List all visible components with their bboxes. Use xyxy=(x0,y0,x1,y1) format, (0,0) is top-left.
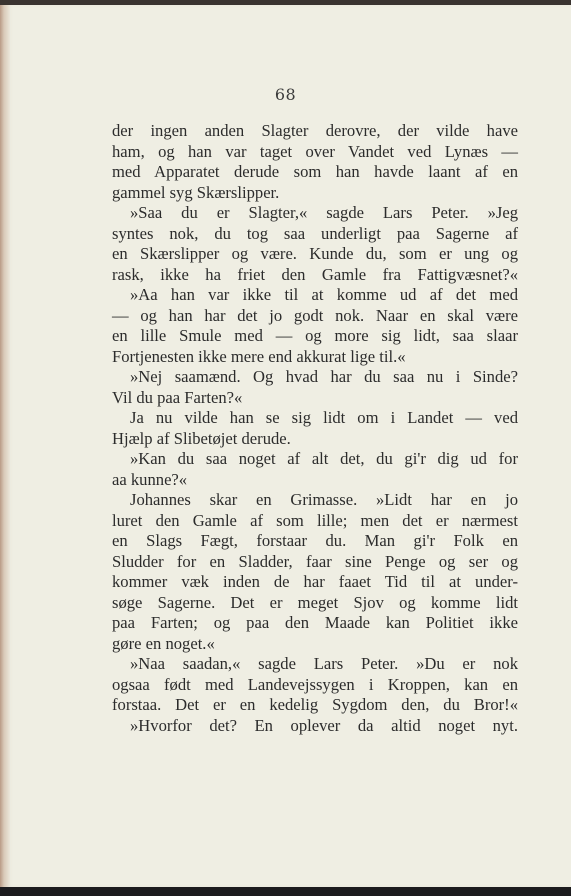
text-line: aa kunne?« xyxy=(112,469,188,489)
text-line: luret den Gamle af som lille; men det er nærmest xyxy=(112,510,518,530)
text-line: Fortjenesten ikke mere end akkurat lige til.« xyxy=(112,346,406,366)
text-line: »Aa han var ikke til at komme ud af det med xyxy=(130,285,518,304)
text-line: der ingen anden Slagter derovre, der vilde have xyxy=(112,121,518,140)
text-line: forstaa. Det er en kedelig Sygdom den, du Bror!« xyxy=(112,695,518,714)
text-line: paa Farten; og paa den Maade kan Politiet ikke xyxy=(112,613,518,632)
text-line: »Nej saamænd. Og hvad har du saa nu i Sinde? xyxy=(130,367,518,386)
text-line: en Slags Fægt, forstaar du. Man gi'r Folk en xyxy=(112,531,518,550)
page-binding-edge xyxy=(0,5,10,887)
scan-border-bottom xyxy=(0,887,571,896)
text-line: Vil du paa Farten?« xyxy=(112,387,243,407)
text-line: en lille Smule med — og more sig lidt, saa slaar xyxy=(112,326,518,345)
page-number: 68 xyxy=(274,85,297,104)
text-line: syntes nok, du tog saa underligt paa Sagerne af xyxy=(112,223,518,243)
text-line: gøre en noget.« xyxy=(112,633,215,653)
text-line: Ja nu vilde han se sig lidt om i Landet — ved xyxy=(130,408,518,427)
text-line: med Apparatet derude som han havde laant af en xyxy=(112,162,518,181)
text-line: »Kan du saa noget af alt det, du gi'r dig ud for xyxy=(130,449,518,468)
text-line: ham, og han var taget over Vandet ved Lynæs — xyxy=(112,141,518,161)
text-line: »Hvorfor det? En oplever da altid noget nyt. xyxy=(130,715,518,735)
text-line: Sludder for en Sladder, faar sine Penge og ser og xyxy=(112,551,518,571)
text-line: — og han har det jo godt nok. Naar en skal være xyxy=(112,305,518,325)
text-line: »Naa saadan,« sagde Lars Peter. »Du er nok xyxy=(130,654,518,673)
text-line: gammel syg Skærslipper. xyxy=(112,182,280,202)
text-line: rask, ikke ha friet den Gamle fra Fattigvæsnet?« xyxy=(112,264,518,284)
text-line: en Skærslipper og være. Kunde du, som er ung og xyxy=(112,244,518,263)
text-line: Hjælp af Slibetøjet derude. xyxy=(112,428,291,448)
text-line: »Saa du er Slagter,« sagde Lars Peter. »Jeg xyxy=(130,203,518,222)
text-line: søge Sagerne. Det er meget Sjov og komme lidt xyxy=(112,592,518,612)
text-line: kommer væk inden de har faaet Tid til at under- xyxy=(112,572,518,591)
text-line: ogsaa født med Landevejssygen i Kroppen, kan en xyxy=(112,674,518,694)
text-line: Johannes skar en Grimasse. »Lidt har en jo xyxy=(130,490,518,509)
book-page xyxy=(0,5,571,887)
